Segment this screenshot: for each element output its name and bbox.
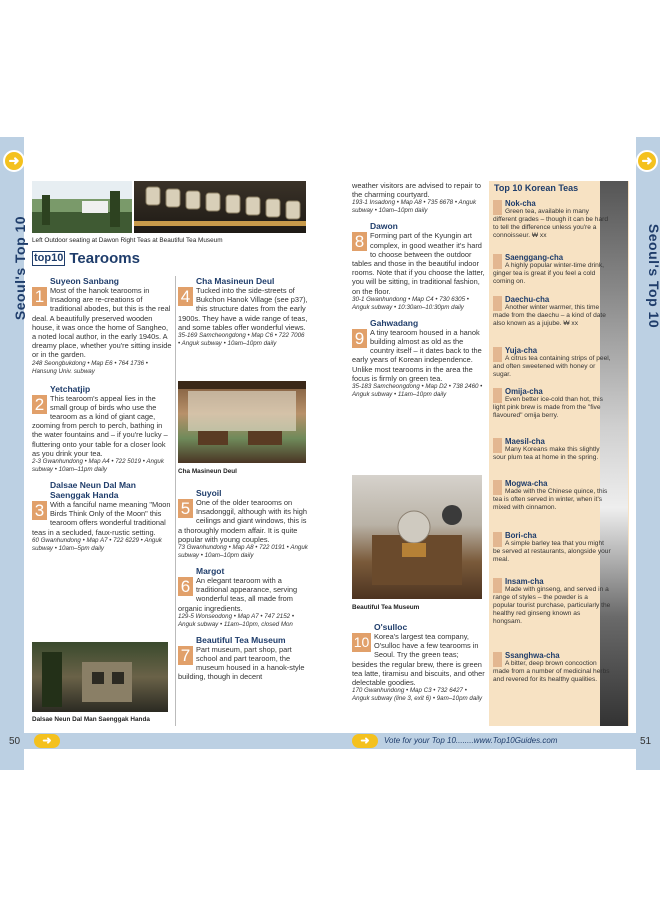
top10-logo-icon: top10 (34, 252, 64, 264)
footer-vote-link[interactable]: Vote for your Top 10........www.Top10Guides.com (384, 736, 558, 745)
entry-number: 1 (32, 287, 47, 306)
tea-number-icon (493, 296, 502, 311)
entry-8 (352, 221, 485, 311)
tea-name: Ssanghwa-cha (505, 651, 560, 660)
entry-1 (32, 276, 172, 376)
outdoor-seating-photo (32, 181, 132, 233)
tea-name: Insam-cha (505, 577, 544, 586)
entry-body: One of the older tearooms on Insadonggil, although with its high ceilings and giant windows, this is a thoroughly modern affair. It is quite popular with young couples. (178, 498, 307, 544)
right-tab-arrow-icon[interactable]: ➜ (636, 150, 658, 172)
tea-item (493, 479, 611, 512)
entry-info: 60 Gwanhundong • Map A7 • 722 6229 • Anguk subway • 10am–5pm daily (32, 536, 162, 552)
tea-item (493, 531, 611, 564)
left-column-2b (178, 488, 308, 682)
tea-desc: Even better ice-cold than hot, this light pink brew is made from the "five flavoured" omija berry. (493, 396, 603, 420)
tea-name: Nok-cha (505, 199, 536, 208)
left-footer-arrow-icon[interactable]: ➜ (34, 734, 60, 748)
tea-name: Omija-cha (505, 387, 543, 396)
entry-number: 6 (178, 577, 193, 596)
entry-title: Margot (196, 566, 225, 577)
entry-7 (178, 635, 308, 682)
entry-title: Beautiful Tea Museum (196, 634, 286, 645)
entry-number: 10 (353, 634, 370, 650)
tea-box-title: Top 10 Korean Teas (494, 183, 579, 193)
entry-2 (32, 384, 172, 474)
entry-number: 9 (352, 329, 367, 348)
left-tab-arrow-icon[interactable]: ➜ (3, 150, 25, 172)
entry-body: Tucked into the side-streets of Bukchon Hanok Village (see p37), this structure dates from the early 1900s. They have a wide range of teas, and some tables offer wonderful views. (178, 286, 308, 332)
entry-title: Dawon (370, 221, 398, 232)
tea-number-icon (493, 254, 502, 269)
entry-body: Forming part of the Kyungin art complex, in good weather it's hard to choose between the outdoor tables and those in the beautiful indoor rooms. Note that if you choose the latter, you will be sitting, in traditional fashion, on the floor. (352, 231, 485, 296)
entry-6 (178, 566, 308, 629)
column-divider (175, 276, 176, 726)
tea-name: Saenggang-cha (505, 253, 564, 262)
tea-number-icon (493, 200, 502, 215)
entry-number: 2 (32, 395, 47, 414)
tea-museum-photo (352, 475, 482, 599)
tea-number-icon (493, 652, 502, 667)
cha-masineun-caption: Cha Masineun Deul (178, 468, 237, 475)
continuation-info: 193-1 Insadong • Map A8 • 735 6678 • Anguk subway • 10am–10pm daily (352, 199, 477, 215)
entry-body: With a fanciful name meaning "Moon Birds Think Only of the Moon" this tearoom offers wonderful traditional teas in a secluded, faux-rustic setting. (32, 500, 171, 537)
tea-list (489, 181, 611, 726)
entry-number: 7 (178, 646, 193, 665)
entry-info: 35-169 Samcheongdong • Map C6 • 722 7006 • Anguk subway • 10am–10pm daily (178, 332, 305, 348)
tea-desc: Many Koreans make this slightly sour plum tea at home in the spring. (493, 446, 600, 462)
heading-text: Tearooms (69, 250, 140, 267)
entry-title: Dalsae Neun Dal Man Saenggak Handa (50, 480, 136, 501)
entry-body: Korea's largest tea company, O'sulloc have a few tearooms in Seoul. Try the green teas; besides the regular brew, there is green tea latte, tiramisu and biscuits, and other delectable goodies. (352, 632, 485, 688)
tea-name: Bori-cha (505, 531, 537, 540)
entry-body: This tearoom's appeal lies in the small group of birds who use the tearoom as a kind of giant cage, zooming from perch to perch, bathing in the water fountains and – if you're lucky – fluttering onto your table for a closer look as you drink your tea. (32, 393, 168, 458)
tea-name: Maesil-cha (505, 437, 545, 446)
entry-title: Cha Masineun Deul (196, 276, 275, 286)
tea-museum-caption: Beautiful Tea Museum (352, 604, 420, 611)
tea-number-icon (493, 388, 502, 403)
left-footer-bar (24, 733, 330, 749)
entry-title: Suyoil (196, 488, 222, 498)
entry-body: An elegant tearoom with a traditional appearance, serving wonderful teas, all made from organic ingredients. (178, 576, 298, 613)
continuation-body: weather visitors are advised to repair to the charming courtyard. (352, 181, 481, 200)
entry-number: 5 (178, 499, 193, 518)
entry-body: Part museum, part shop, part school and part tearoom, the museum housed in a hanok-style building, though in decent (178, 644, 305, 682)
tea-desc: Made with the Chinese quince, this tea is often served in winter, when it's mixed with cinnamon. (493, 488, 608, 512)
entry-title: Suyeon Sanbang (50, 276, 119, 286)
entry-title: Yetchatjip (50, 383, 91, 394)
entry-info: 2-3 Gwanhundong • Map A4 • 722 5019 • Anguk subway • 10am–11pm daily (32, 458, 164, 474)
tea-desc: A bitter, deep brown concoction made from a number of medicinal herbs and revered for its healthy qualities. (493, 660, 610, 684)
tea-item (493, 651, 611, 684)
tea-number-icon (493, 578, 502, 593)
dalsae-caption: Dalsae Neun Dal Man Saenggak Handa (32, 716, 150, 723)
entry-number: 8 (352, 232, 367, 251)
tea-item (493, 437, 611, 462)
entry-info: 73 Gwanhundong • Map A8 • 722 0191 • Anguk subway • 10am–10pm daily (178, 544, 308, 560)
tea-item (493, 387, 611, 420)
entry-4 (178, 276, 308, 348)
tea-jars-photo (134, 181, 306, 233)
entry-10 (352, 622, 485, 703)
entry-info: 129-5 Wonseodong • Map A7 • 747 2152 • Anguk subway • 11am–10pm, closed Mon (178, 612, 295, 628)
entry-title: Gahwadang (370, 317, 419, 328)
right-column-1 (352, 181, 485, 399)
entry-info: 248 Seongbukdong • Map E6 • 764 1736 • Hansung Univ. subway (32, 359, 148, 375)
entry-9 (352, 318, 485, 399)
tea-desc: Made with ginseng, and served in a range of styles – the powder is a popular tourist purchase, particularly the healthy red ginseng known as hongsam. (493, 586, 611, 626)
entry-body: Most of the hanok tearooms in Insadong are re-creations of traditional abodes, but this is the real deal. A beautifully preserved wooden house, it was once the home of Sangheo, a noted local author, in the early 1940s. A dreamy place, whether you're sitting inside or in the garden. (32, 286, 172, 360)
entry-body: A tiny tearoom housed in a hanok building almost as old as the country itself – it dates back to the early years of Korean independence. Unlike most tearooms in the area the focus is firmly on green tea. (352, 327, 482, 383)
right-side-title: Seoul's Top 10 (646, 223, 662, 329)
tea-item (493, 253, 611, 286)
page-heading (32, 250, 140, 267)
tea-number-icon (493, 347, 502, 362)
tea-number-icon (493, 480, 502, 495)
entry-info: 30-1 Gwanhundong • Map C4 • 730 6305 • Anguk subway • 10:30am–10:30pm daily (352, 295, 469, 311)
tea-desc: Another winter warmer, this time made from the daechu – a kind of date also known as a jujube. ₩ xx (493, 304, 606, 328)
tea-name: Mogwa-cha (505, 479, 548, 488)
entry-5 (178, 488, 308, 560)
tea-item (493, 346, 611, 379)
right-column-1b (352, 622, 485, 703)
dalsae-photo (32, 642, 168, 712)
tea-item (493, 295, 611, 328)
entry-3 (32, 480, 172, 553)
entry-number: 3 (32, 501, 47, 520)
tea-number-icon (493, 438, 502, 453)
tea-name: Daechu-cha (505, 295, 550, 304)
entry-number: 4 (178, 287, 193, 306)
left-side-title: Seoul's Top 10 (12, 215, 29, 321)
right-footer-arrow-icon[interactable]: ➜ (352, 734, 378, 748)
entry-info: 35-183 Samcheongdong • Map D2 • 738 2460 • Anguk subway • 11am–10pm daily (352, 383, 483, 399)
top-photo-caption: Left Outdoor seating at Dawon Right Teas at Beautiful Tea Museum (32, 237, 223, 244)
tea-desc: Green tea, available in many different grades – though it can be hard to tell the difference unless you're a connoisseur. ₩ xx (493, 208, 608, 240)
left-column-1 (32, 276, 172, 553)
tea-name: Yuja-cha (505, 346, 538, 355)
left-page-number: 50 (9, 736, 21, 747)
left-column-2 (178, 276, 308, 348)
tea-desc: A highly popular winter-time drink, ginger tea is great if you feel a cold coming on. (493, 262, 604, 286)
right-page-number: 51 (640, 736, 652, 747)
tea-item (493, 577, 611, 626)
tea-item (493, 199, 611, 240)
tea-desc: A citrus tea containing strips of peel, and often sweetened with honey or sugar. (493, 355, 611, 379)
tea-number-icon (493, 532, 502, 547)
cha-masineun-photo (178, 381, 306, 463)
entry-title: O'sulloc (374, 622, 408, 632)
entry-info: 170 Gwanhundong • Map C3 • 732 6427 • Anguk subway (line 3, exit 6) • 9am–10pm daily (352, 687, 483, 703)
tea-desc: A simple barley tea that you might be served at restaurants, alongside your meal. (493, 540, 611, 564)
